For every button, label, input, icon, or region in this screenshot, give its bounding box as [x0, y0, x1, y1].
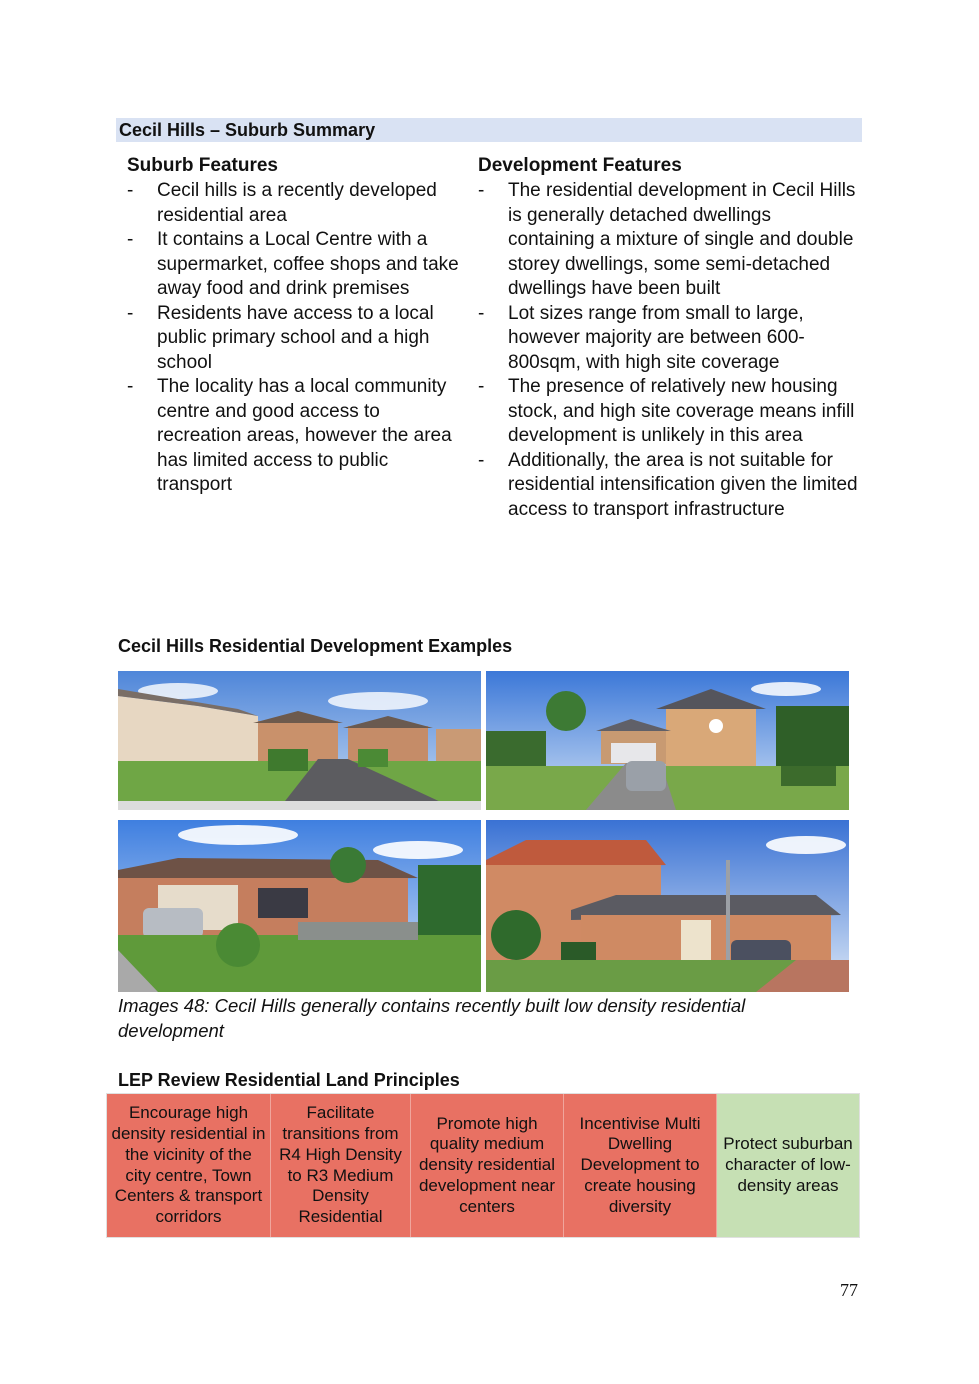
principle-cell: Facilitate transitions from R4 High Density to R3 Medium Density Residential: [271, 1094, 411, 1237]
house-photo-1: [118, 671, 481, 810]
house-photo-3: [118, 820, 481, 992]
suburb-summary-heading: Cecil Hills – Suburb Summary: [116, 118, 862, 142]
list-item: - Residents have access to a local public primary school and a high school: [127, 302, 467, 376]
house-photo-2: [486, 671, 849, 810]
principles-heading: LEP Review Residential Land Principles: [118, 1070, 460, 1090]
development-features-column: [478, 154, 858, 522]
house-photo-4: [486, 820, 849, 992]
examples-heading: Cecil Hills Residential Development Examples: [118, 636, 513, 656]
list-item: - The residential development in Cecil Hills is generally detached dwellings containing a mixture of single and double storey dwellings, some semi-detached dwellings have been built: [478, 179, 858, 302]
list-item: - Additionally, the area is not suitable for residential intensification given the limited access to transport infrastructure: [478, 449, 858, 523]
list-item: - It contains a Local Centre with a supermarket, coffee shops and take away food and drink premises: [127, 228, 467, 302]
list-item: - The locality has a local community centre and good access to recreation areas, however the area has limited access to public transport: [127, 375, 467, 498]
principle-cell: Promote high quality medium density residential development near centers: [411, 1094, 564, 1237]
development-features-list: [478, 179, 858, 522]
principle-cell: Protect suburban character of low-density areas: [717, 1094, 859, 1237]
list-item: - Cecil hills is a recently developed residential area: [127, 179, 467, 228]
list-item: - Lot sizes range from small to large, however majority are between 600-800sqm, with high site coverage: [478, 302, 858, 376]
principles-table: [106, 1093, 860, 1238]
principle-cell: Incentivise Multi Dwelling Development to create housing diversity: [564, 1094, 717, 1237]
suburb-features-list: [127, 179, 467, 498]
development-features-heading: Development Features: [478, 155, 682, 176]
figure-caption: Images 48: Cecil Hills generally contains recently built low density residential development: [118, 995, 746, 1041]
page-number: 77: [840, 1280, 858, 1300]
suburb-features-heading: Suburb Features: [127, 155, 278, 176]
principle-cell: Encourage high density residential in the vicinity of the city centre, Town Centers & transport corridors: [107, 1094, 271, 1237]
suburb-features-column: [127, 154, 467, 498]
list-item: - The presence of relatively new housing stock, and high site coverage means infill development is unlikely in this area: [478, 375, 858, 449]
